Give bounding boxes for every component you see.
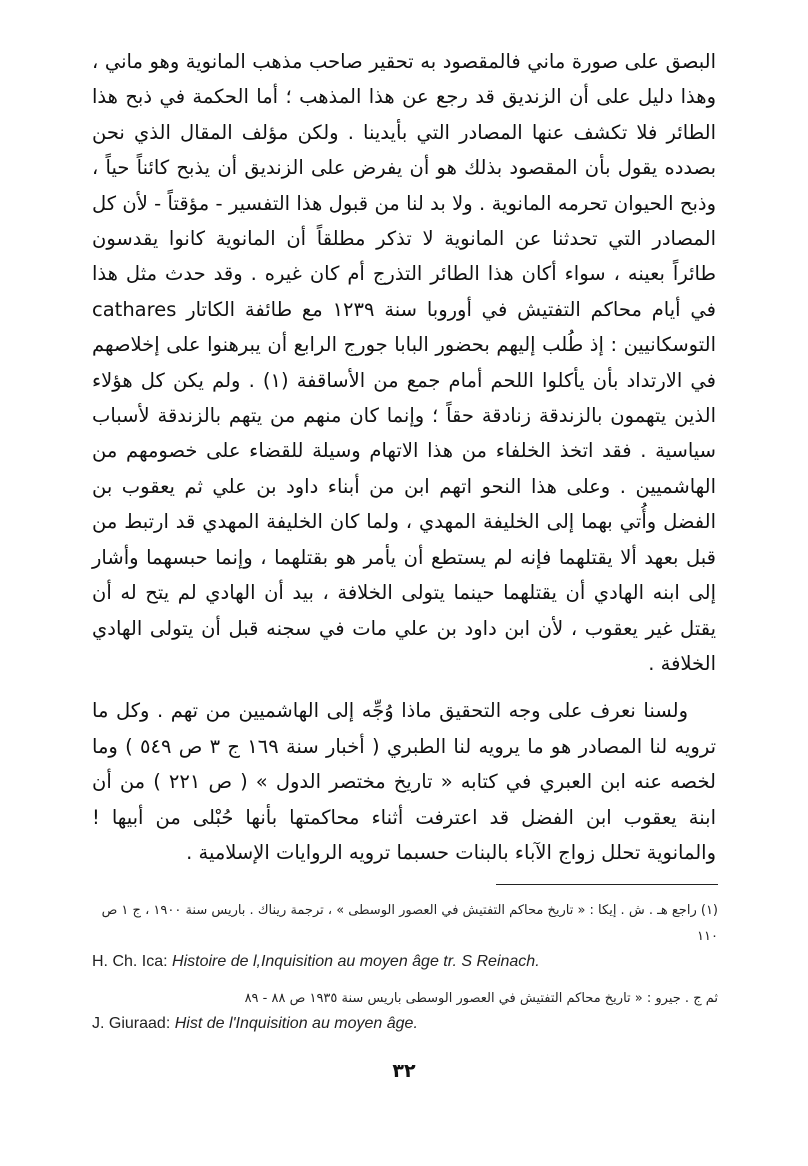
footnote-2-latin xyxy=(92,1014,718,1034)
footnote-2-arabic: ثم ج . جيرو : « تاريخ محاكم التفتيش في العصور الوسطى باريس سنة ١٩٣٥ ص ٨٨ - ٨٩ xyxy=(244,991,718,1006)
main-text xyxy=(92,44,716,870)
footnote-1-title: Histoire de l,Inquisition au moyen âge tr. S Reinach. xyxy=(172,953,540,970)
footnote-separator xyxy=(496,884,718,885)
page-number: ٣٢ xyxy=(392,1060,416,1082)
footnote-2-author: J. Giuraad: xyxy=(92,1015,175,1032)
paragraph-2: ولسنا نعرف على وجه التحقيق ماذا وُجِّه إلى الهاشميين من تهم . وكل ما ترويه لنا المصادر هو ما يرويه لنا الطبري ( أخبار سنة ١٦٩ ج ٣ ص ٥٤٩ ) وما لخصه عنه ابن العبري في كتابه « تاريخ مختصر الدول » ( ص ٢٢١ ) من أن ابنة يعقوب ابن الفضل قد اعترفت أثناء محاكمتها بأنها حُبْلى من أبيها ! والمانوية تحلل زواج الآباء بالبنات حسبما ترويه الروايات الإسلامية . xyxy=(92,699,717,864)
footnote-1-arabic: (١) راجع هـ . ش . إيكا : « تاريخ محاكم التفتيش في العصور الوسطى » ، ترجمة ريناك . باريس سنة ١٩٠٠ ، ج ١ ص ١١٠ xyxy=(101,903,718,944)
footnote-1-author: H. Ch. Ica: xyxy=(92,953,173,970)
paragraph-1: البصق على صورة ماني فالمقصود به تحقير صاحب مذهب المانوية وهو ماني ، وهذا دليل على أن الزنديق قد رجع عن هذا المذهب ؛ أما الحكمة في ذبح هذا الطائر فلا تكشف عنها المصادر التي بأيدينا . ولكن مؤلف المقال الذي نحن بصدده يقول بأن المقصود بذلك هو أن يفرض على الزنديق أن يذبح كائناً حياً ، وذبح الحيوان تحرمه المانوية . ولا بد لنا من قبول هذا التفسير - مؤقتاً - لأن كل المصادر التي تحدثنا عن المانوية لا تذكر مطلقاً أن المانوية كانوا يقدسون طائراً بعينه ، سواء أكان هذا الطائر التذرج أم كان غيره . وقد حدث مثل هذا في أيام محاكم التفتيش في أوروبا سنة ١٢٣٩ مع طائفة الكاتار cathares التوسكانيين : إذ طُلب إليهم بحضور البابا جورج الرابع أن يبرهنوا على إخلاصهم في الارتداد بأن يأكلوا اللحم أمام جمع من الأساقفة (١) . ولم يكن كل هؤلاء الذين يتهمون بالزندقة زنادقة حقاً ؛ وإنما كان منهم من يتهم بالزندقة لأسباب سياسية . فقد اتخذ الخلفاء من هذا الاتهام وسيلة للقضاء على خصومهم من الهاشميين . وعلى هذا النحو اتهم ابن من أبناء داود بن علي ثم يعقوب بن الفضل وأُتي بهما إلى الخليفة المهدي ، ولما كان الخليفة المهدي قد ارتبط من قبل بعهد ألا يقتلهما فإنه لم يستطع أن يأمر هو بقتلهما ، وإنما حبسهما وأشار إلى ابنه الهادي أن يقتلهما حينما يتولى الخلافة ، بيد أن الهادي لم يتح له أن يقتل غير يعقوب ، لأن ابن داود بن علي مات في سجنه قبل أن يتولى الهادي الخلافة . xyxy=(92,50,716,675)
footnote-2-title: Hist de l'Inquisition au moyen âge. xyxy=(174,1015,418,1032)
footnote-1-latin xyxy=(92,952,718,972)
